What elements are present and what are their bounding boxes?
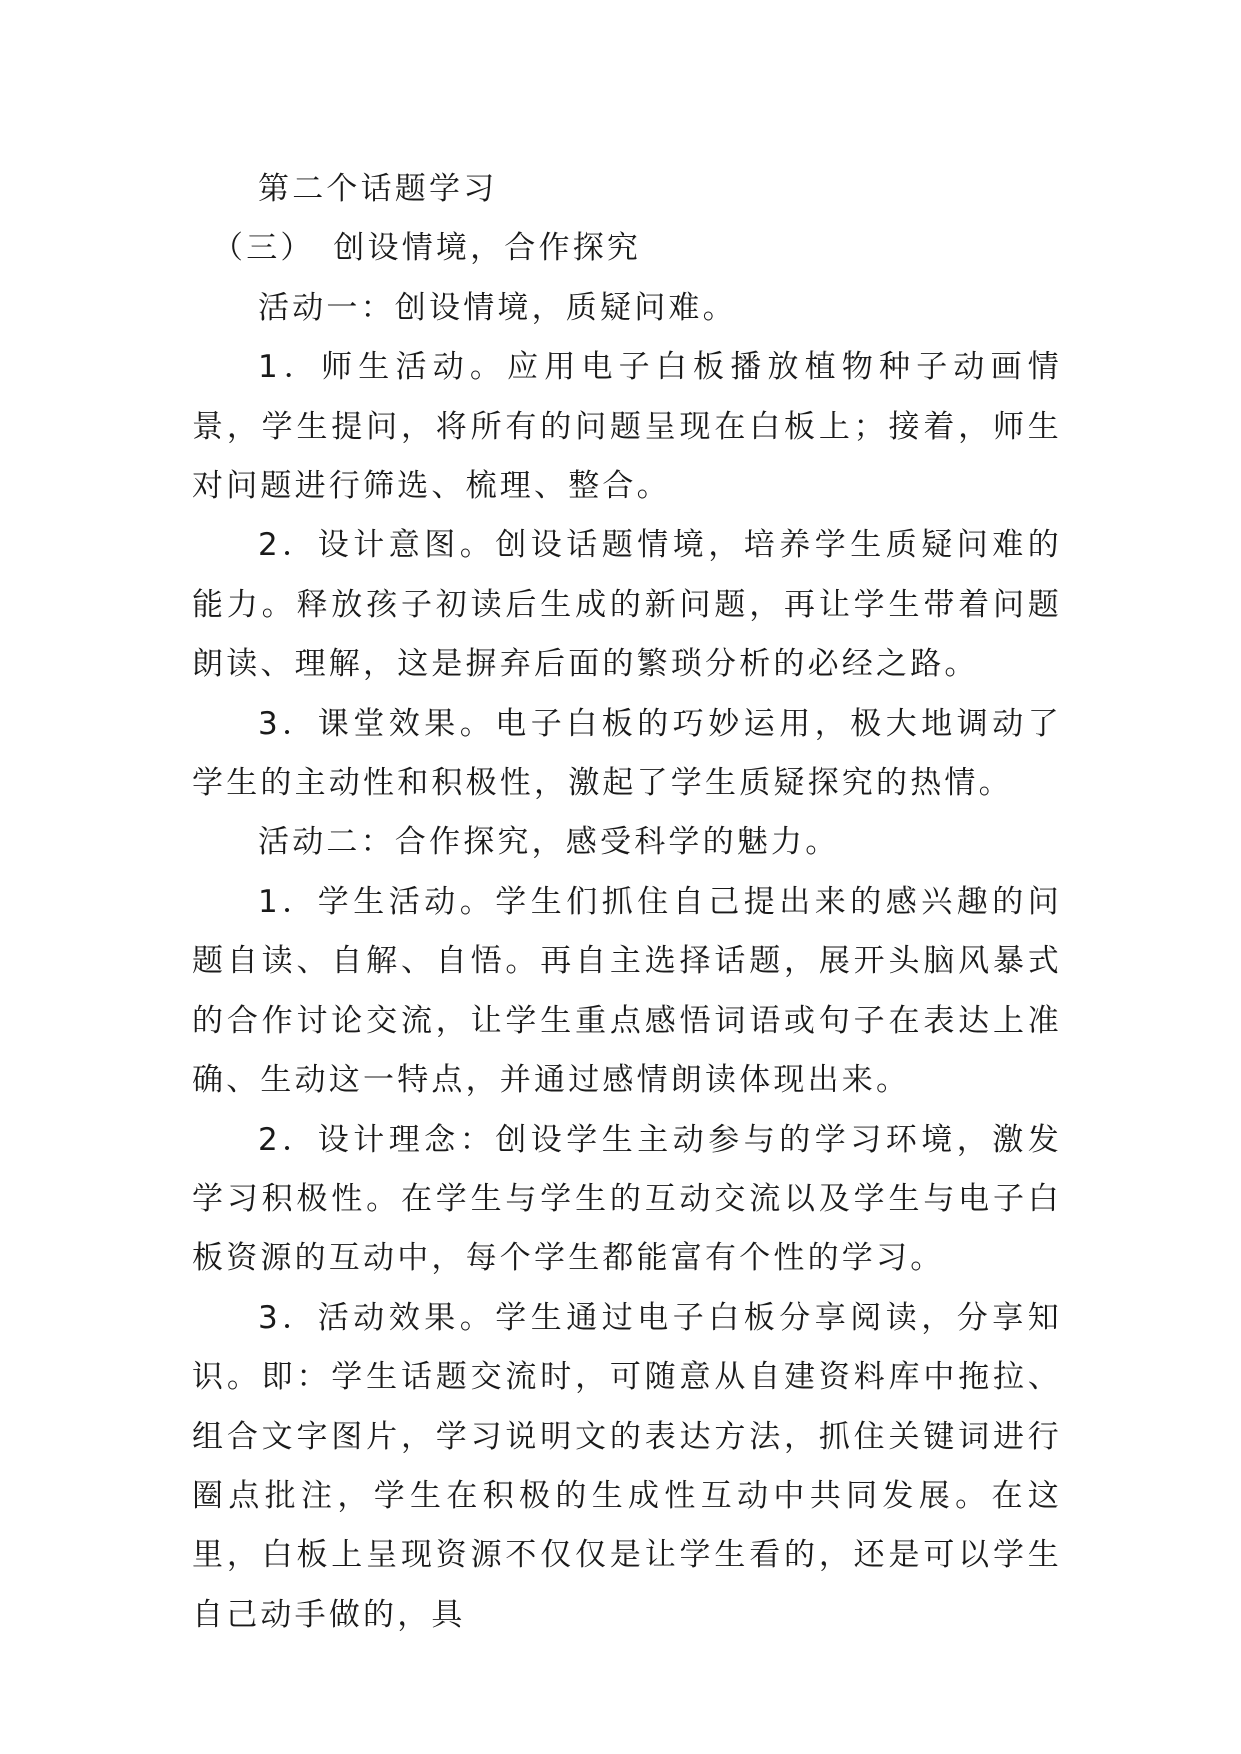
document-body: [192, 160, 1062, 1645]
activity-one-heading: 活动一：创设情境，质疑问难。: [258, 289, 737, 326]
paragraph: 3．课堂效果。电子白板的巧妙运用，极大地调动了学生的主动性和积极性，激起了学生质疑探究的热情。: [192, 705, 1062, 802]
section-heading: 第二个话题学习: [258, 171, 498, 207]
paragraph: 1．师生活动。应用电子白板播放植物种子动画情景，学生提问，将所有的问题呈现在白板上；接着，师生对问题进行筛选、梳理、整合。: [192, 349, 1062, 505]
paragraph: 2．设计意图。创设话题情境，培养学生质疑问难的能力。释放孩子初读后生成的新问题，再让学生带着问题朗读、理解，这是摒弃后面的繁琐分析的必经之路。: [192, 527, 1062, 683]
paragraph: 2．设计理念：创设学生主动参与的学习环境，激发学习积极性。在学生与学生的互动交流以及学生与电子白板资源的互动中，每个学生都能富有个性的学习。: [192, 1121, 1062, 1277]
subsection-heading: （三） 创设情境，合作探究: [212, 230, 642, 267]
activity-two-heading: 活动二：合作探究，感受科学的魅力。: [258, 824, 840, 861]
paragraph: 1．学生活动。学生们抓住自己提出来的感兴趣的问题自读、自解、自悟。再自主选择话题，展开头脑风暴式的合作讨论交流，让学生重点感悟词语或句子在表达上准确、生动这一特点，并通过感情朗读体现出来。: [192, 883, 1062, 1099]
paragraph: 3．活动效果。学生通过电子白板分享阅读，分享知识。即：学生话题交流时，可随意从自建资料库中拖拉、组合文字图片，学习说明文的表达方法，抓住关键词进行圈点批注，学生在积极的生成性互动中共同发展。在这里，白板上呈现资源不仅仅是让学生看的，还是可以学生自己动手做的，具: [192, 1299, 1062, 1633]
